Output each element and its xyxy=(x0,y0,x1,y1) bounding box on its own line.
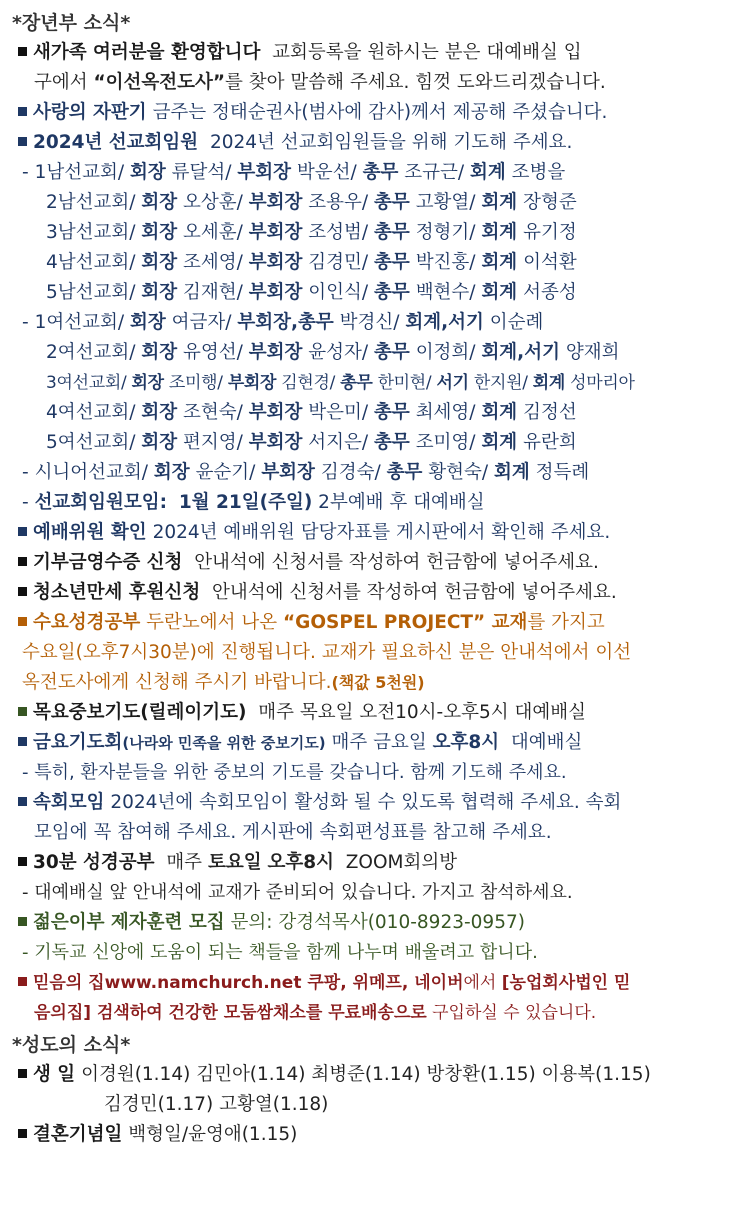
men-row-4: 4남선교회/ 회장 조세영/ 부회장 김경민/ 총무 박진홍/ 회계 이석환 xyxy=(46,252,577,273)
women-row-3: 3여선교회/ 회장 조미행/ 부회장 김현경/ 총무 한미현/ 서기 한지원/ 회계 성마리아 xyxy=(46,373,635,393)
vending-title: 사랑의 자판기 xyxy=(33,102,147,123)
faith-item: 믿음의 집www.namchurch.net 쿠팡, 위메프, 네이버에서 [농업회사법인 믿 xyxy=(12,968,729,998)
bullet-square-icon xyxy=(18,977,27,986)
bullet-square-icon xyxy=(18,857,27,866)
news-header: *장년부 소식* xyxy=(12,12,131,34)
worship-item: 예배위원 확인 2024년 예배위원 담당자표를 게시판에서 확인해 주세요. xyxy=(12,518,729,548)
wed-line-2: 수요일(오후7시30분)에 진행됩니다. 교재가 필요하신 분은 안내석에서 이선 xyxy=(22,642,632,663)
bullet-square-icon xyxy=(18,707,27,716)
bullet-square-icon xyxy=(18,587,27,596)
men-row-5: 5남선교회/ 회장 김재현/ 부회장 이인식/ 총무 백현수/ 회계 서종성 xyxy=(46,282,577,303)
faith-line-2: 음의집] 검색하여 건강한 모둠쌈채소를 무료배송으로 구입하실 수 있습니다. xyxy=(34,1003,597,1023)
sat-item: 30분 성경공부 매주 토요일 오후8시 ZOOM회의방 xyxy=(12,848,729,878)
new-family-item xyxy=(12,38,729,68)
mission-title: 2024년 선교회임원 xyxy=(33,132,199,153)
bullet-square-icon xyxy=(18,917,27,926)
new-family-text: 교회등록을 원하시는 분은 대예배실 입 xyxy=(272,42,582,63)
cell-item: 속회모임 2024년에 속회모임이 활성화 될 수 있도록 협력해 주세요. 속회 xyxy=(12,788,729,818)
wed-line-3: 옥전도사에게 신청해 주시기 바랍니다.(책값 5천원) xyxy=(22,672,425,693)
bullet-square-icon xyxy=(18,1129,27,1138)
mission-text: 2024년 선교회임원들을 위해 기도해 주세요. xyxy=(209,132,573,153)
meeting-row: - 선교회임원모임: 1월 21일(주일) 2부예배 후 대예배실 xyxy=(22,492,485,513)
bullet-square-icon xyxy=(18,797,27,806)
fri-item: 금요기도회(나라와 민족을 위한 중보기도) 매주 금요일 오후8시 대예배실 xyxy=(12,728,729,758)
thu-item: 목요중보기도(릴레이기도) 매주 목요일 오전10시-오후5시 대예배실 xyxy=(12,698,729,728)
sat-sub: - 대예배실 앞 안내석에 교재가 준비되어 있습니다. 가지고 참석하세요. xyxy=(22,882,573,903)
receipt-item: 기부금영수증 신청 안내석에 신청서를 작성하여 헌금함에 넣어주세요. xyxy=(12,548,729,578)
mission-item xyxy=(12,128,729,158)
bullet-square-icon xyxy=(18,557,27,566)
women-row-5: 5여선교회/ 회장 편지영/ 부회장 서지은/ 총무 조미영/ 회계 유란희 xyxy=(46,432,577,453)
bullet-square-icon xyxy=(18,617,27,626)
fri-sub: - 특히, 환자분들을 위한 중보의 기도를 갖습니다. 함께 기도해 주세요. xyxy=(22,762,567,783)
senior-row: - 시니어선교회/ 회장 윤순기/ 부회장 김경숙/ 총무 황현숙/ 회계 정득례 xyxy=(22,462,590,483)
bullet-square-icon xyxy=(18,1069,27,1078)
vending-item xyxy=(12,98,729,128)
bullet-square-icon xyxy=(18,527,27,536)
wedding-item: 결혼기념일 백형일/윤영애(1.15) xyxy=(12,1120,729,1150)
men-row-1: - 1남선교회/ 회장 류달석/ 부회장 박운선/ 총무 조규근/ 회계 조병을 xyxy=(22,162,566,183)
birthday-line-2: 김경민(1.17) 고황열(1.18) xyxy=(104,1094,329,1115)
women-row-4: 4여선교회/ 회장 조현숙/ 부회장 박은미/ 총무 최세영/ 회계 김정선 xyxy=(46,402,577,423)
men-row-3: 3남선교회/ 회장 오세훈/ 부회장 조성범/ 총무 정형기/ 회계 유기정 xyxy=(46,222,577,243)
young-sub: - 기독교 신앙에 도움이 되는 책들을 함께 나누며 배울려고 합니다. xyxy=(22,942,538,963)
vending-text: 금주는 정태순권사(범사에 감사)께서 제공해 주셨습니다. xyxy=(152,102,608,123)
bullet-square-icon xyxy=(18,107,27,116)
new-family-text-2: 구에서 “이선옥전도사”를 찾아 말씀해 주세요. 힘껏 도와드리겠습니다. xyxy=(34,72,606,93)
bullet-square-icon xyxy=(18,737,27,746)
women-row-2: 2여선교회/ 회장 유영선/ 부회장 윤성자/ 총무 이정희/ 회계,서기 양재희 xyxy=(46,342,620,363)
young-item: 젊은이부 제자훈련 모집 문의: 강경석목사(010-8923-0957) xyxy=(12,908,729,938)
women-row-1: - 1여선교회/ 회장 여금자/ 부회장,총무 박경신/ 회계,서기 이순례 xyxy=(22,312,544,333)
wed-item: 수요성경공부 두란노에서 나온 “GOSPEL PROJECT” 교재를 가지고 xyxy=(12,608,729,638)
cell-line-2: 모임에 꼭 참여해 주세요. 게시판에 속회편성표를 참고해 주세요. xyxy=(34,822,552,843)
youth-item: 청소년만세 후원신청 안내석에 신청서를 작성하여 헌금함에 넣어주세요. xyxy=(12,578,729,608)
saints-header: *성도의 소식* xyxy=(12,1034,131,1056)
bullet-square-icon xyxy=(18,137,27,146)
birthday-item: 생 일 이경원(1.14) 김민아(1.14) 최병준(1.14) 방창환(1.15) 이용복(1.15) xyxy=(12,1060,729,1090)
new-family-title: 새가족 여러분을 환영합니다 xyxy=(33,42,261,63)
bullet-square-icon xyxy=(18,47,27,56)
men-row-2: 2남선교회/ 회장 오상훈/ 부회장 조용우/ 총무 고황열/ 회계 장형준 xyxy=(46,192,577,213)
